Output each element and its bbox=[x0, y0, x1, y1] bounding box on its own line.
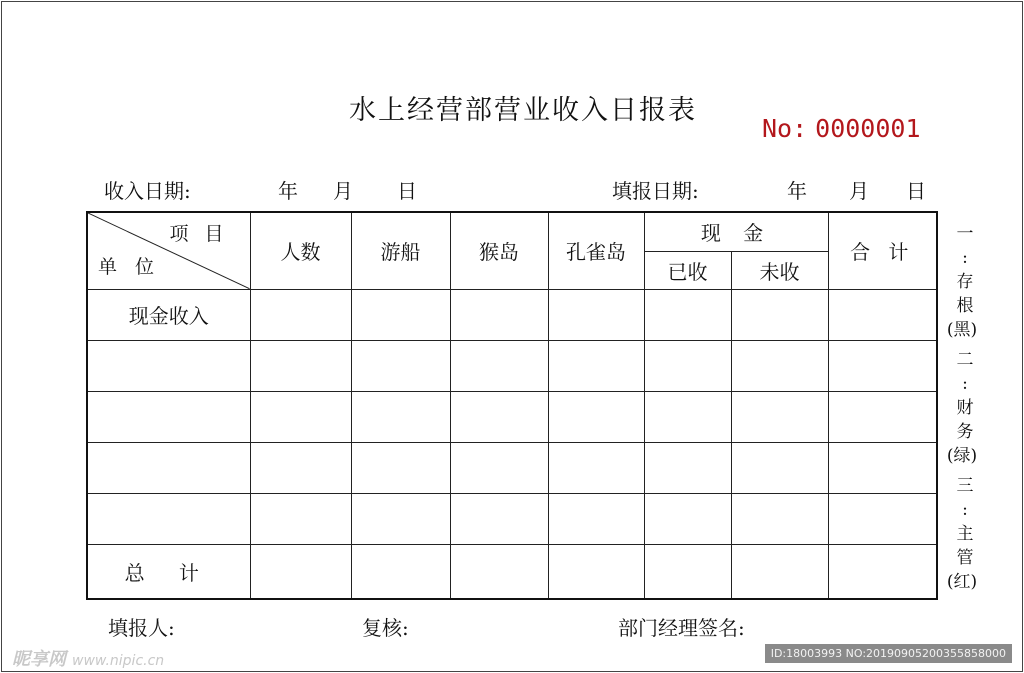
copy-notes bbox=[946, 222, 978, 594]
fill-day: 日 bbox=[906, 179, 926, 203]
header-total: 合 计 bbox=[828, 212, 937, 289]
copy-2-num: 二 bbox=[956, 350, 974, 370]
copy-3-char-2: 管 bbox=[956, 548, 974, 568]
row-label-total: 总 计 bbox=[87, 545, 250, 599]
manager-signature-label: 部门经理签名: bbox=[618, 616, 745, 640]
table-row bbox=[87, 443, 937, 494]
watermark-brand: 昵享网 bbox=[12, 649, 66, 670]
table-cell bbox=[250, 545, 351, 599]
copy-1-char-1: 存 bbox=[956, 272, 974, 292]
copy-1-num: 一 bbox=[956, 224, 974, 244]
copy-2-color: (绿) bbox=[946, 446, 978, 466]
table-cell bbox=[828, 391, 937, 442]
header-monkey-island: 猴岛 bbox=[450, 212, 548, 289]
table-row-total bbox=[87, 545, 937, 599]
watermark-logo bbox=[12, 645, 164, 671]
income-month: 月 bbox=[333, 179, 353, 203]
table-cell bbox=[450, 391, 548, 442]
income-year: 年 bbox=[278, 179, 298, 203]
watermark-id: ID:18003993 NO:20190905200355858000 bbox=[765, 644, 1012, 663]
fill-date-label: 填报日期: bbox=[612, 179, 699, 203]
serial-number bbox=[762, 114, 921, 143]
table-cell bbox=[351, 443, 450, 494]
table-cell bbox=[351, 289, 450, 340]
table-cell bbox=[644, 391, 731, 442]
table-cell bbox=[548, 545, 644, 599]
income-day: 日 bbox=[397, 179, 417, 203]
table-cell bbox=[351, 340, 450, 391]
table-cell bbox=[351, 545, 450, 599]
header-people: 人数 bbox=[250, 212, 351, 289]
copy-2-char-2: 务 bbox=[956, 422, 974, 442]
table-cell bbox=[828, 545, 937, 599]
table-cell bbox=[644, 545, 731, 599]
table-cell bbox=[731, 289, 828, 340]
table-cell bbox=[548, 443, 644, 494]
header-cash-received: 已收 bbox=[644, 251, 731, 289]
table-cell bbox=[548, 391, 644, 442]
table-cell bbox=[548, 289, 644, 340]
table-cell bbox=[450, 289, 548, 340]
table-cell bbox=[548, 340, 644, 391]
table-cell bbox=[351, 391, 450, 442]
header-cash: 现 金 bbox=[644, 212, 828, 251]
table-cell bbox=[250, 443, 351, 494]
table-cell bbox=[250, 289, 351, 340]
table-cell bbox=[644, 340, 731, 391]
report-table bbox=[86, 211, 938, 600]
table-cell bbox=[828, 494, 937, 545]
copy-2-sep: : bbox=[962, 374, 968, 394]
corner-unit-label: 单位 bbox=[98, 255, 173, 278]
corner-header bbox=[87, 212, 250, 289]
table-cell bbox=[828, 443, 937, 494]
table-cell bbox=[828, 340, 937, 391]
serial-label: No: bbox=[762, 114, 808, 143]
corner-item-label: 项目 bbox=[169, 223, 240, 245]
table-cell bbox=[731, 545, 828, 599]
table-cell bbox=[450, 494, 548, 545]
fill-year: 年 bbox=[787, 179, 807, 203]
header-boat: 游船 bbox=[351, 212, 450, 289]
copy-3-sep: : bbox=[962, 500, 968, 520]
income-date-label: 收入日期: bbox=[104, 179, 191, 203]
table-cell bbox=[731, 443, 828, 494]
form-title: 水上经营部营业收入日报表 bbox=[349, 95, 697, 126]
table-cell bbox=[731, 340, 828, 391]
copy-2-char-1: 财 bbox=[956, 398, 974, 418]
table-cell bbox=[450, 545, 548, 599]
copy-1-color: (黑) bbox=[946, 320, 978, 340]
row-label bbox=[87, 391, 250, 442]
copy-3-char-1: 主 bbox=[956, 524, 974, 544]
table-cell bbox=[450, 443, 548, 494]
copy-3-color: (红) bbox=[946, 572, 978, 592]
table-cell bbox=[548, 494, 644, 545]
table-cell bbox=[351, 494, 450, 545]
row-label: 现金收入 bbox=[87, 289, 250, 340]
table-row bbox=[87, 340, 937, 391]
row-label bbox=[87, 443, 250, 494]
header-peacock-island: 孔雀岛 bbox=[548, 212, 644, 289]
reviewer-label: 复核: bbox=[362, 616, 409, 640]
table-cell bbox=[828, 289, 937, 340]
table-cell bbox=[250, 494, 351, 545]
table-cell bbox=[250, 391, 351, 442]
table-cell bbox=[731, 391, 828, 442]
table-cell bbox=[450, 340, 548, 391]
table-row bbox=[87, 289, 937, 340]
table-row bbox=[87, 494, 937, 545]
table-row bbox=[87, 391, 937, 442]
row-label bbox=[87, 494, 250, 545]
table-cell bbox=[644, 443, 731, 494]
copy-3-num: 三 bbox=[956, 476, 974, 496]
serial-value: 0000001 bbox=[815, 114, 921, 143]
table-cell bbox=[644, 494, 731, 545]
table-cell bbox=[731, 494, 828, 545]
filler-label: 填报人: bbox=[108, 616, 175, 640]
watermark-url: www.nipic.cn bbox=[72, 653, 165, 669]
table-cell bbox=[644, 289, 731, 340]
table-cell bbox=[250, 340, 351, 391]
row-label bbox=[87, 340, 250, 391]
header-cash-unreceived: 未收 bbox=[731, 251, 828, 289]
fill-month: 月 bbox=[849, 179, 869, 203]
copy-1-sep: : bbox=[962, 248, 968, 268]
copy-1-char-2: 根 bbox=[956, 296, 974, 316]
